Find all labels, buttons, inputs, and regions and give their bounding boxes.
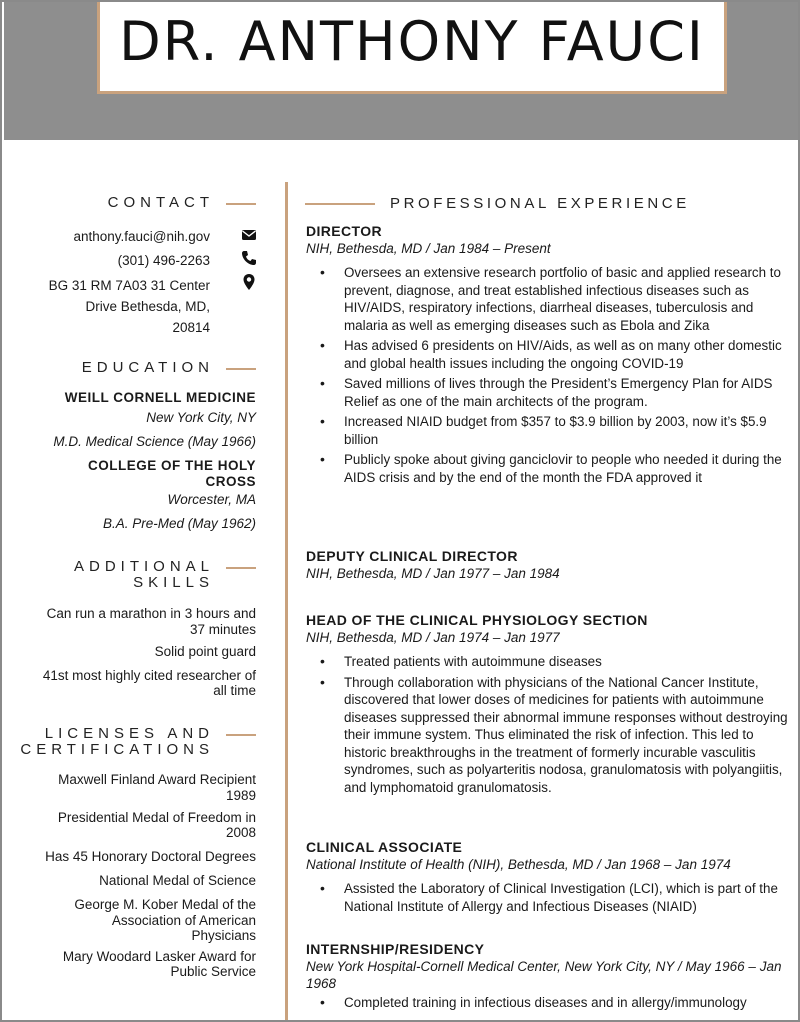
envelope-icon [240,226,258,244]
contact-heading: CONTACT [107,194,214,211]
job-subtitle: New York Hospital-Cornell Medical Center, New York City, NY / May 1966 – Jan 1968 [306,959,782,991]
list-item: • Publicly spoke about giving ganciclovir to people who needed it during the AIDS crisis and by the end of the month the FDA approved it [306,451,798,486]
list-item: • Completed training in infectious diseases and in allergy/immunology [306,994,798,1012]
skill-3-line2: all time [213,683,256,698]
contact-phone[interactable]: (301) 496-2263 [117,253,210,268]
contact-email[interactable]: anthony.fauci@nih.gov [73,229,210,244]
job-title: INTERNSHIP/RESIDENCY [306,941,485,957]
left-column [2,2,282,1022]
map-pin-icon [240,273,258,291]
award-6-line2: Public Service [170,964,256,979]
award-2-line2: 2008 [225,825,256,840]
list-item: • Through collaboration with physicians of the National Cancer Institute, discovered that lower doses of medicines for patients with autoimmune diseases suppressed their abnormal immune responses without destroying their immune system. Thus eliminated the risk of infection. This led to historic breakthroughs in the treatment of formerly incurable vasculitis syndromes, such as polyarteritis nodosa, granulomatosis with polyangiitis, and lymphomatoid granulomatosis. [306,674,798,797]
job-title: DIRECTOR [306,223,383,239]
award-5-line1: George M. Kober Medal of the [74,897,256,912]
job-title: DEPUTY CLINICAL DIRECTOR [306,548,518,564]
job-title: CLINICAL ASSOCIATE [306,839,463,855]
job-subtitle: NIH, Bethesda, MD / Jan 1984 – Present [306,241,551,256]
award-5-line2: Association of American [111,913,256,928]
school2-name-line2: CROSS [205,474,256,489]
job-bullets [306,994,798,1012]
school1-location: New York City, NY [146,410,256,425]
skill-1-line2: 37 minutes [189,622,256,637]
licenses-heading-line2: CERTIFICATIONS [20,741,214,758]
job-subtitle: NIH, Bethesda, MD / Jan 1977 – Jan 1984 [306,566,560,581]
school2-location: Worcester, MA [167,492,256,507]
list-item: • Increased NIAID budget from $357 to $3.9 billion by 2003, now it’s $5.9 billion [306,413,798,448]
award-3: Has 45 Honorary Doctoral Degrees [45,849,256,864]
skill-2: Solid point guard [154,644,256,659]
award-4: National Medal of Science [99,873,256,888]
school1-degree: M.D. Medical Science (May 1966) [53,434,256,449]
phone-icon [240,249,258,267]
list-item: • Has advised 6 presidents on HIV/Aids, as well as on many other domestic and global health issues including the ongoing COVID-19 [306,337,798,372]
experience-rule [305,203,375,205]
list-item: • Saved millions of lives through the President’s Emergency Plan for AIDS Relief as one of the main architects of the program. [306,375,798,410]
skill-1-line1: Can run a marathon in 3 hours and [46,606,256,621]
contact-address-line3: 20814 [172,320,210,335]
award-2-line1: Presidential Medal of Freedom in [57,810,256,825]
job-bullets [306,264,798,486]
skill-3-line1: 41st most highly cited researcher of [42,668,256,683]
contact-rule [226,203,256,205]
skills-heading-line2: SKILLS [133,574,214,591]
list-item: • Assisted the Laboratory of Clinical Investigation (LCI), which is part of the National Institute of Allergy and Infectious Diseases (NIAID) [306,880,798,915]
contact-address-line1: BG 31 RM 7A03 31 Center [48,278,210,293]
education-rule [226,368,256,370]
list-item: • Oversees an extensive research portfolio of basic and applied research to prevent, diagnose, and treat established infectious diseases such as HIV/AIDS, respiratory infections, diarrheal diseases, tuberculosis and malaria as well as emerging diseases such as Ebola and Zika [306,264,798,334]
job-head-clinical-physiology [306,611,798,799]
job-deputy-clinical-director [306,547,798,582]
job-title: HEAD OF THE CLINICAL PHYSIOLOGY SECTION [306,612,648,628]
award-1-line1: Maxwell Finland Award Recipient [58,772,256,787]
list-item: • Treated patients with autoimmune diseases [306,653,798,671]
licenses-heading-line1: LICENSES AND [44,725,214,742]
job-internship-residency [306,940,798,1015]
person-name: DR. ANTHONY FAUCI [119,10,705,73]
school2-name-line1: COLLEGE OF THE HOLY [87,458,256,473]
column-divider [285,182,288,1022]
award-5-line3: Physicians [191,928,256,943]
job-bullets [306,880,798,915]
award-6-line1: Mary Woodard Lasker Award for [62,949,256,964]
education-heading: EDUCATION [81,359,214,376]
contact-address-line2: Drive Bethesda, MD, [85,299,210,314]
job-director [306,222,798,489]
licenses-rule [226,734,256,736]
job-bullets [306,653,798,796]
job-subtitle: National Institute of Health (NIH), Bethesda, MD / Jan 1968 – Jan 1974 [306,857,731,872]
job-subtitle: NIH, Bethesda, MD / Jan 1974 – Jan 1977 [306,630,560,645]
job-clinical-associate [306,838,798,918]
school2-degree: B.A. Pre-Med (May 1962) [102,516,256,531]
school1-name: WEILL CORNELL MEDICINE [64,390,256,405]
skills-heading-line1: ADDITIONAL [73,558,214,575]
award-1-line2: 1989 [225,788,256,803]
experience-heading: PROFESSIONAL EXPERIENCE [390,195,690,212]
skills-rule [226,567,256,569]
